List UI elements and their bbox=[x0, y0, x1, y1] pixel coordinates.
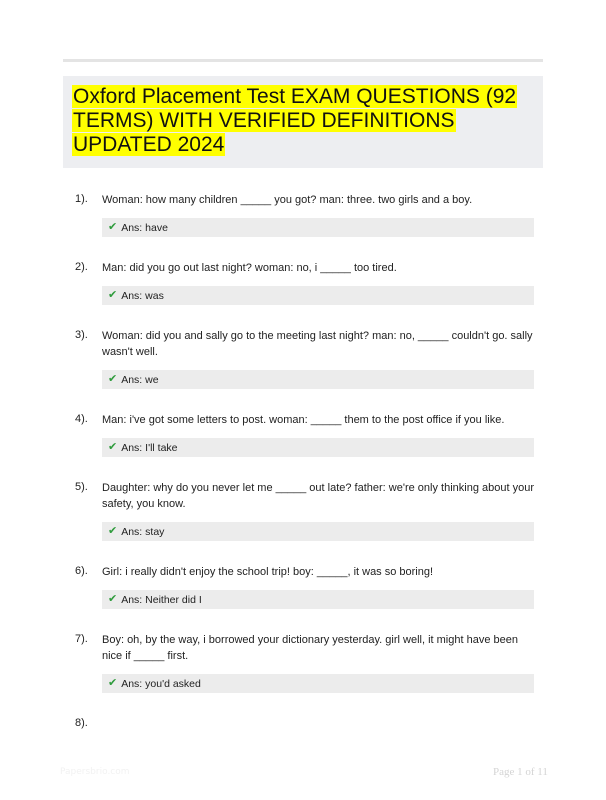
question-number: 6). bbox=[75, 565, 88, 577]
question-text: Man: i've got some letters to post. woman: _____ them to the post office if you like. bbox=[102, 414, 505, 426]
check-icon: ✔ bbox=[108, 525, 118, 537]
top-divider bbox=[63, 59, 543, 62]
question-number: 1). bbox=[75, 193, 88, 205]
answer-box bbox=[102, 218, 534, 237]
answer-text: Ans: we bbox=[121, 373, 159, 386]
question-number: 5). bbox=[75, 481, 88, 493]
check-icon: ✔ bbox=[108, 373, 118, 385]
title-box bbox=[63, 76, 543, 168]
check-icon: ✔ bbox=[108, 593, 118, 605]
question-number: 7). bbox=[75, 633, 88, 645]
question-text: Woman: how many children _____ you got? man: three. two girls and a boy. bbox=[102, 194, 473, 206]
page-number: Page 1 of 11 bbox=[493, 766, 548, 778]
question-text: Boy: oh, by the way, i borrowed your dictionary yesterday. girl well, it might have been nice if _____ first. bbox=[102, 634, 518, 662]
answer-text: Ans: have bbox=[121, 221, 168, 234]
answer-text: Ans: Neither did I bbox=[121, 593, 202, 606]
question-number: 2). bbox=[75, 261, 88, 273]
question-text: Girl: i really didn't enjoy the school trip! boy: _____, it was so boring! bbox=[102, 566, 434, 578]
question-text: Daughter: why do you never let me _____ out late? father: we're only thinking about your safety, you know. bbox=[102, 482, 534, 510]
check-icon: ✔ bbox=[108, 677, 118, 689]
question-number: 3). bbox=[75, 329, 88, 341]
answer-box bbox=[102, 286, 534, 305]
answer-text: Ans: was bbox=[121, 289, 164, 302]
answer-box bbox=[102, 438, 534, 457]
answer-box bbox=[102, 370, 534, 389]
answer-box bbox=[102, 590, 534, 609]
answer-box bbox=[102, 674, 534, 693]
question-text: Woman: did you and sally go to the meeting last night? man: no, _____ couldn't go. sally wasn't well. bbox=[102, 330, 533, 358]
answer-text: Ans: I'll take bbox=[121, 441, 178, 454]
check-icon: ✔ bbox=[108, 221, 118, 233]
question-number: 8). bbox=[75, 717, 88, 729]
answer-box bbox=[102, 522, 534, 541]
answer-text: Ans: stay bbox=[121, 525, 165, 538]
check-icon: ✔ bbox=[108, 289, 118, 301]
answer-text: Ans: you'd asked bbox=[121, 677, 201, 690]
title-highlight: Oxford Placement Test EXAM QUESTIONS (92 TERMS) WITH VERIFIED DEFINITIONS UPDATED 2024 bbox=[73, 85, 517, 156]
question-text: Man: did you go out last night? woman: no, i _____ too tired. bbox=[102, 262, 397, 274]
question-number: 4). bbox=[75, 413, 88, 425]
footer-watermark: Papersbrio.com bbox=[60, 767, 130, 777]
document-title bbox=[72, 85, 535, 157]
check-icon: ✔ bbox=[108, 441, 118, 453]
